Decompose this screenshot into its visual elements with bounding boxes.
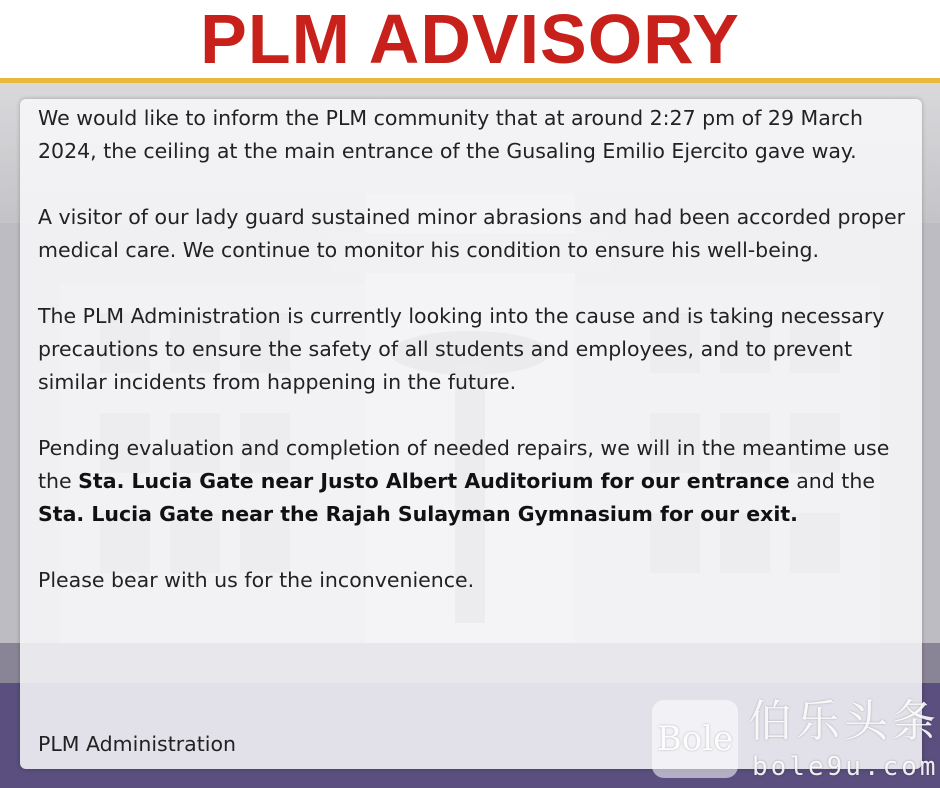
watermark-chinese: 伯乐头条 — [748, 696, 940, 747]
gate-text-b: and the — [789, 469, 875, 493]
watermark-logo: Bole — [652, 700, 738, 778]
advisory-body — [38, 102, 908, 630]
paragraph-apology: Please bear with us for the inconvenience. — [38, 568, 475, 592]
watermark-url: bole9u.com — [752, 752, 939, 782]
exit-gate-bold: Sta. Lucia Gate near the Rajah Sulayman Gymnasium for our exit. — [38, 502, 798, 526]
paragraph-investigation: The PLM Administration is currently looking into the cause and is taking necessary precautions to ensure the safety of all students and employees, and to prevent similar incidents from happening in the future. — [38, 304, 885, 394]
header — [0, 0, 940, 78]
signoff: PLM Administration — [38, 732, 236, 756]
entrance-gate-bold: Sta. Lucia Gate near Justo Albert Auditorium for our entrance — [78, 469, 790, 493]
advisory-title: PLM ADVISORY — [200, 0, 740, 78]
paragraph-injury: A visitor of our lady guard sustained minor abrasions and had been accorded proper medical care. We continue to monitor his condition to ensure his well-being. — [38, 205, 906, 262]
paragraph-gate-routing — [38, 432, 908, 531]
paragraph-incident: We would like to inform the PLM community that at around 2:27 pm of 29 March 2024, the ceiling at the main entrance of the Gusaling Emilio Ejercito gave way. — [38, 106, 864, 163]
gate-text-a: Pending evaluation and completion of needed repairs, we will in the meantime use the — [38, 436, 890, 493]
